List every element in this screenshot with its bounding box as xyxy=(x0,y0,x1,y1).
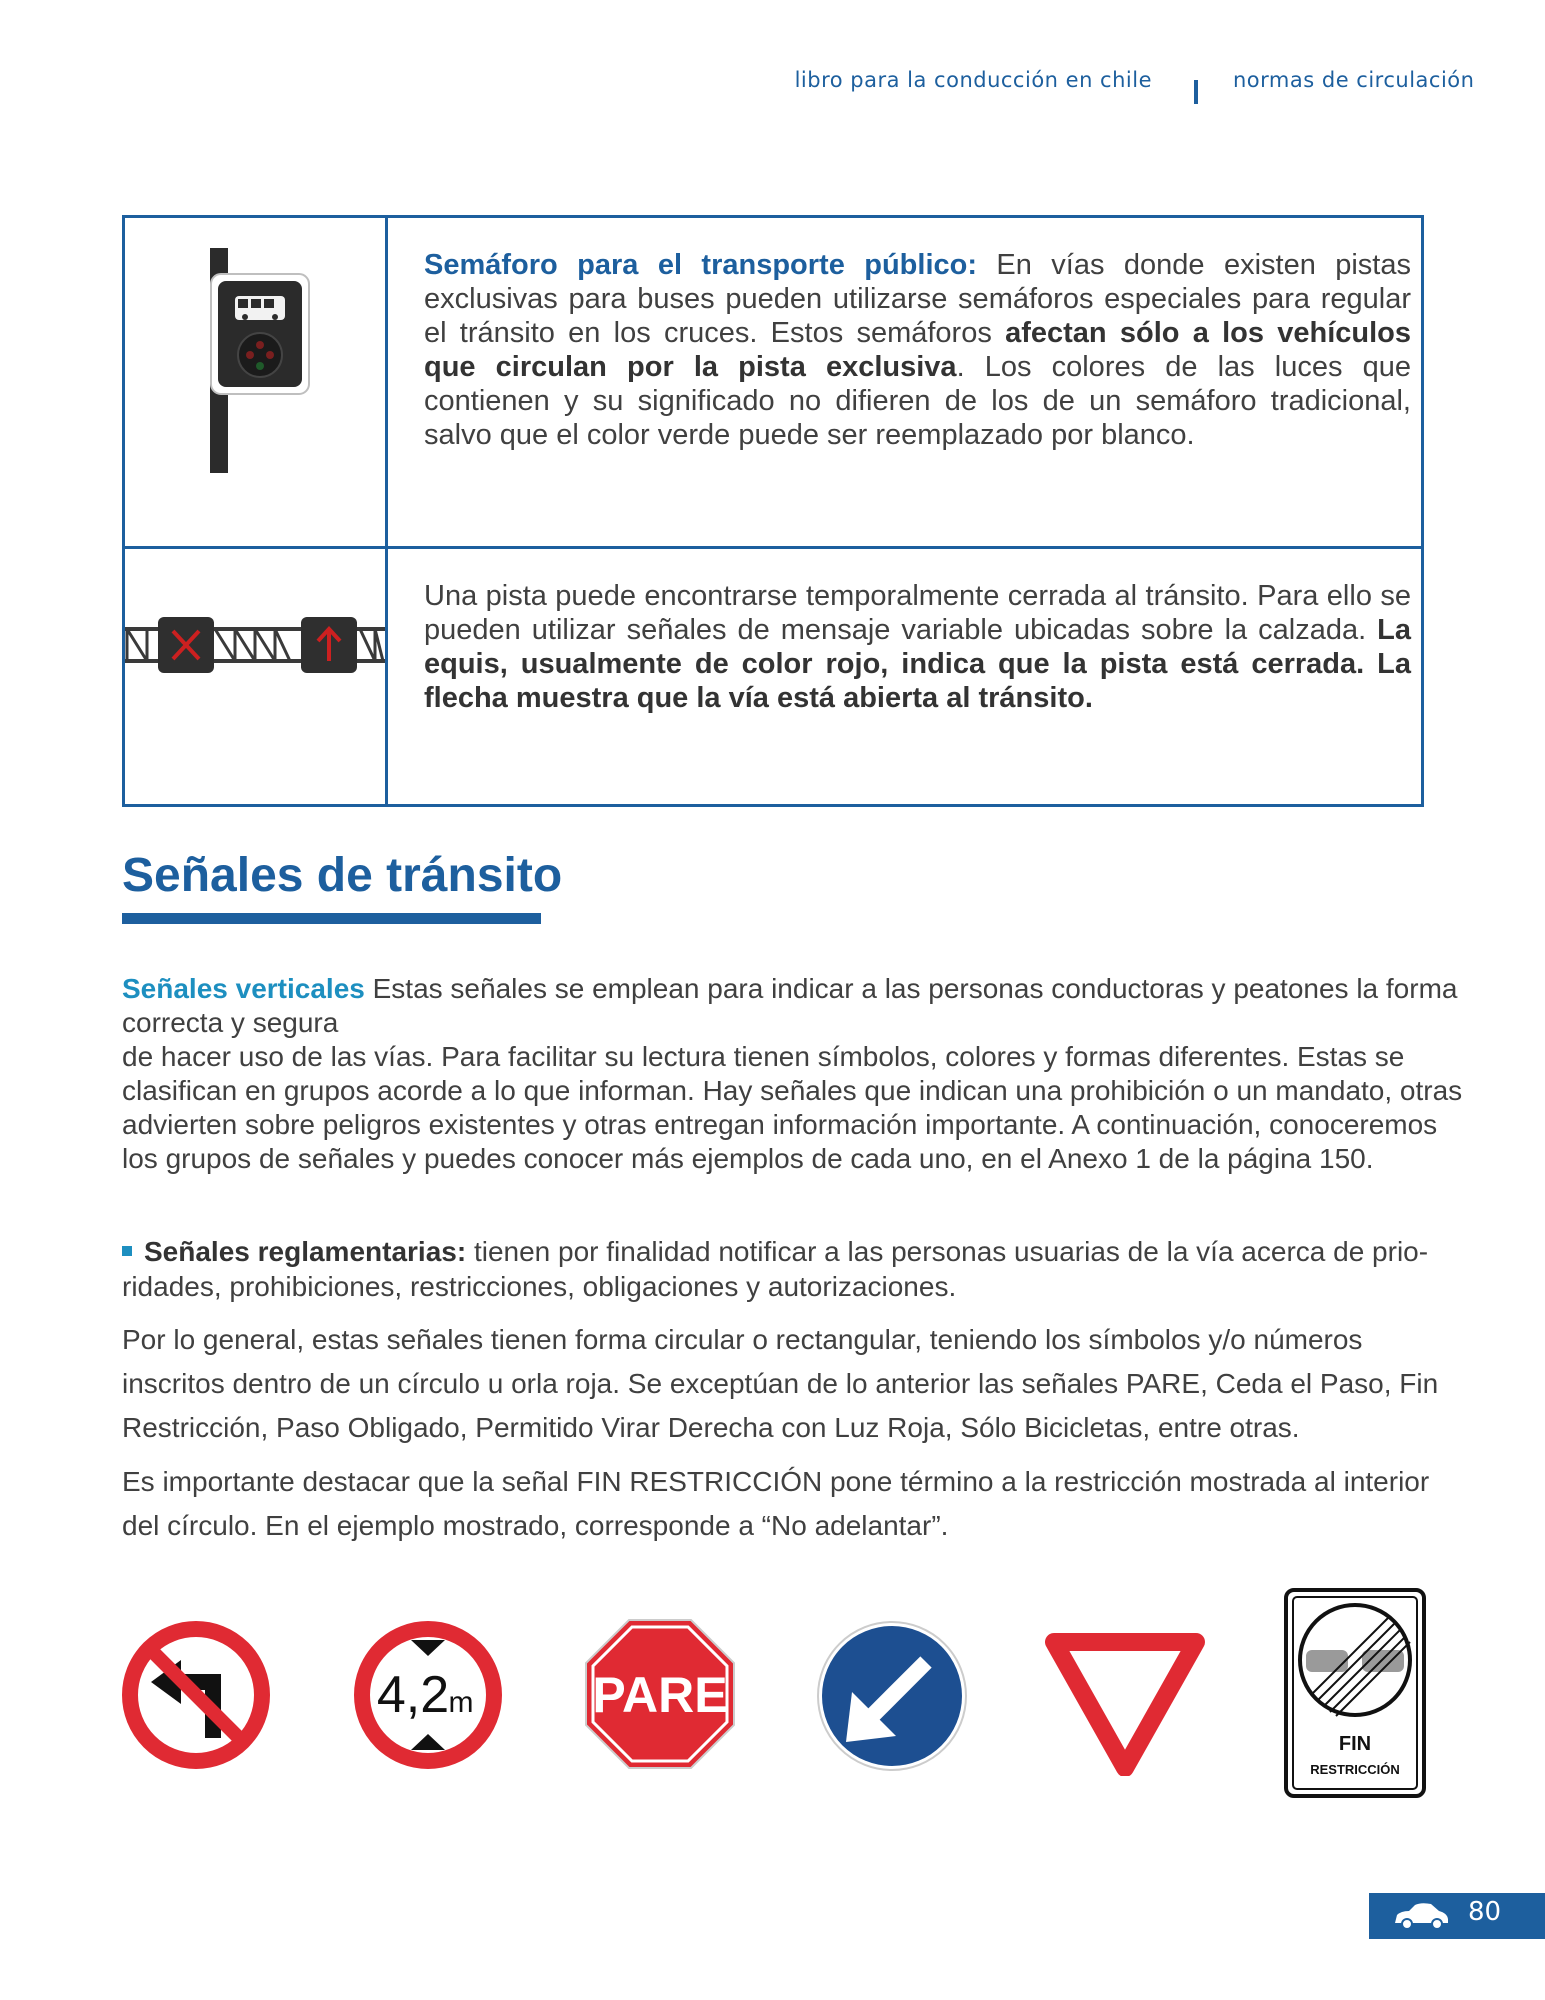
fin-restriccion-paragraph: Es importante destacar que la señal FIN RESTRICCIÓN pone término a la restricción mostrada al interior del círculo. En el ejemplo mostrado, corresponde a “No adelantar”. xyxy=(122,1466,1430,1541)
height-limit-unit: m xyxy=(448,1686,474,1719)
table-row xyxy=(124,217,1423,548)
header-separator xyxy=(1194,80,1198,104)
regulatory-signs-lead: Señales reglamentarias: xyxy=(144,1236,467,1267)
text-run: En vías donde existen pistas exclusivas para buses pueden utilizarse semáforos especiales para regular el tránsito en los cruces. Estos semáforos xyxy=(424,249,1411,349)
lane-signal-description xyxy=(387,548,1423,806)
page-header xyxy=(0,68,1545,108)
text-run: Una pista puede encontrarse temporalmente cerrada al tránsito. Para ello se pueden utilizar señales de mensaje variable ubicadas sobre la calzada. xyxy=(424,580,1411,646)
stop-sign-text: PARE xyxy=(592,1667,728,1723)
height-limit-value: 4,2 xyxy=(376,1666,450,1724)
no-left-turn-sign-icon xyxy=(121,1620,271,1770)
height-limit-sign-icon xyxy=(353,1620,503,1770)
vertical-signs-lead: Señales verticales xyxy=(122,973,365,1004)
shape-paragraph: Por lo general, estas señales tienen forma circular o rectangular, teniendo los símbolos y/o números inscritos dentro de un círculo u orla roja. Se exceptúan de lo anterior las señales PARE, Ceda el Paso, Fin Restricción, Paso Obligado, Permitido Virar Derecha con Luz Roja, Sólo Bicicletas, entre otras. xyxy=(122,1324,1439,1443)
page-number-tab xyxy=(1369,1893,1545,1939)
text-run: . Los colores de las luces que contienen y su significado no difieren de los de un semáforo tradicional, salvo que el color verde puede ser reemplazado por blanco. xyxy=(424,351,1411,451)
sign-examples xyxy=(0,1580,1545,1820)
lane-signal-cell xyxy=(124,548,387,806)
vertical-signs-paragraph xyxy=(122,972,1472,1176)
bold-run: La equis, usualmente de color rojo, indica que la pista está cerrada. La flecha muestra que la vía está abierta al tránsito. xyxy=(424,614,1411,714)
lane-control-gantry-icon xyxy=(125,549,385,754)
keep-left-sign-icon xyxy=(816,1620,968,1772)
stop-sign-icon xyxy=(584,1618,736,1770)
bus-signal-title: Semáforo para el transporte público: xyxy=(424,249,978,281)
bus-signal-cell xyxy=(124,217,387,548)
text-run: de hacer uso de las vías. Para facilitar su lectura tienen símbolos, colores y formas diferentes. Estas se clasifican en grupos acorde a lo que informan. Hay señales que indican una prohibición o un mandato, otras advierten sobre peligros existentes y otras entregan información importante. A continuación, conoceremos los grupos de señales y puedes conocer más ejemplos de cada uno, en el Anexo 1 de la página 150. xyxy=(122,1041,1463,1174)
book-title: libro para la conducción en chile xyxy=(794,68,1152,92)
car-icon xyxy=(1391,1901,1451,1931)
restriccion-text: RESTRICCIÓN xyxy=(1310,1762,1400,1777)
section-title: Señales de tránsito xyxy=(122,849,563,902)
chapter-title: normas de circulación xyxy=(1233,68,1475,92)
table-row xyxy=(124,548,1423,806)
bus-traffic-light-icon xyxy=(125,218,385,496)
info-table xyxy=(122,215,1424,807)
fin-text: FIN xyxy=(1338,1733,1372,1755)
fin-restriccion-sign-icon xyxy=(1284,1588,1426,1798)
regulatory-signs-item xyxy=(122,1234,1472,1304)
section-underline xyxy=(122,913,541,924)
bullet-icon xyxy=(122,1246,132,1256)
page-number: 80 xyxy=(1468,1897,1502,1927)
bold-run: afectan sólo a los vehículos que circulan por la pista exclusiva xyxy=(424,317,1411,383)
bus-signal-description xyxy=(387,217,1423,548)
text-run: Estas señales se emplean para indicar a las personas conductoras y peatones la forma correcta y segura xyxy=(122,973,1458,1038)
yield-sign-icon xyxy=(1044,1632,1206,1776)
text-run: tienen por finalidad notificar a las personas usuarias de la vía acerca de prio- ridades, prohibiciones, restricciones, obligaciones y autorizaciones. xyxy=(122,1236,1429,1302)
